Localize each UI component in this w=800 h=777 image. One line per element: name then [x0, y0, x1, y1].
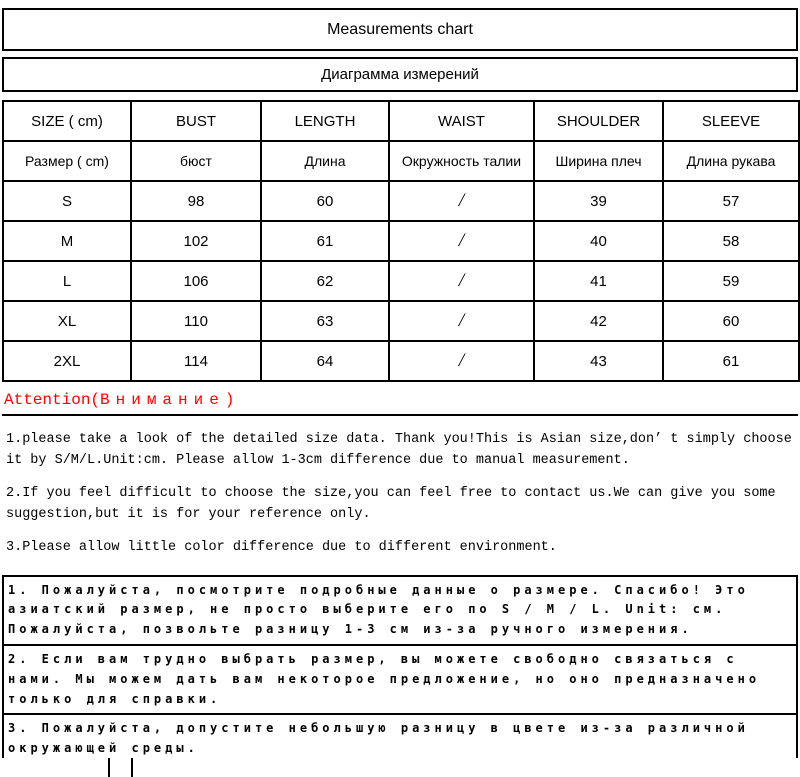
- cell-length: 64: [261, 341, 389, 381]
- cell-waist: /: [389, 341, 534, 381]
- header-size-en: SIZE ( cm): [3, 101, 131, 141]
- size-row-xl: [3, 301, 799, 341]
- page-title-en: Measurements chart: [327, 20, 473, 38]
- size-row-m: [3, 221, 799, 261]
- cell-length: 61: [261, 221, 389, 261]
- header-shoulder-ru: Ширина плеч: [534, 141, 663, 181]
- size-row-l: [3, 261, 799, 301]
- page-title-ru: Диаграмма измерений: [321, 66, 479, 83]
- cell-size: M: [3, 221, 131, 261]
- note-ru-1: 1. Пожалуйста, посмотрите подробные данные о размере. Спасибо! Это азиатский размер, не просто выберите его по S / M / L. Unit: см. Пожалуйста, позвольте разницу 1-3 см из-за ручного измерения.: [2, 575, 798, 646]
- next-table-partial: [0, 758, 800, 777]
- header-sleeve-en: SLEEVE: [663, 101, 799, 141]
- cell-bust: 98: [131, 181, 261, 221]
- cell-length: 63: [261, 301, 389, 341]
- cell-waist: /: [389, 261, 534, 301]
- header-row-en: [3, 101, 799, 141]
- partial-grid-line-1: [108, 758, 110, 777]
- header-size-ru: Размер ( cm): [3, 141, 131, 181]
- header-length-en: LENGTH: [261, 101, 389, 141]
- cell-sleeve: 61: [663, 341, 799, 381]
- partial-grid-line-2: [131, 758, 133, 777]
- header-sleeve-ru: Длина рукава: [663, 141, 799, 181]
- cell-size: S: [3, 181, 131, 221]
- cell-shoulder: 42: [534, 301, 663, 341]
- cell-shoulder: 41: [534, 261, 663, 301]
- cell-waist: /: [389, 221, 534, 261]
- header-length-ru: Длина: [261, 141, 389, 181]
- note-en-3: 3.Please allow little color difference due to different environment.: [6, 539, 557, 555]
- header-bust-en: BUST: [131, 101, 261, 141]
- header-waist-en: WAIST: [389, 101, 534, 141]
- note-ru-2: 2. Если вам трудно выбрать размер, вы можете свободно связаться с нами. Мы можем дать вам некоторое предложение, но оно предназначено только для справки.: [2, 646, 798, 715]
- cell-length: 62: [261, 261, 389, 301]
- header-row-ru: [3, 141, 799, 181]
- size-row-2xl: [3, 341, 799, 381]
- cell-size: L: [3, 261, 131, 301]
- cell-shoulder: 39: [534, 181, 663, 221]
- cell-sleeve: 58: [663, 221, 799, 261]
- header-waist-ru: Окружность талии: [389, 141, 534, 181]
- cell-waist: /: [389, 181, 534, 221]
- attention-heading: [4, 391, 798, 409]
- cell-waist: /: [389, 301, 534, 341]
- cell-length: 60: [261, 181, 389, 221]
- cell-size: XL: [3, 301, 131, 341]
- cell-shoulder: 40: [534, 221, 663, 261]
- attention-suffix: ): [224, 391, 235, 409]
- size-table: [2, 100, 800, 382]
- title-box-ru: [2, 57, 798, 92]
- header-shoulder-en: SHOULDER: [534, 101, 663, 141]
- note-en-1: 1.please take a look of the detailed size data. Thank you!This is Asian size,don’ t simply choose it by S/M/L.Unit:cm. Please allow 1-3cm difference due to manual measurement.: [6, 432, 792, 468]
- cell-sleeve: 59: [663, 261, 799, 301]
- note-ru-3: 3. Пожалуйста, допустите небольшую разницу в цвете из-за различной окружающей среды.: [2, 715, 798, 765]
- note-en-2: 2.If you feel difficult to choose the size,you can feel free to contact us.We can give you some suggestion,but it is for your reference only.: [6, 485, 776, 522]
- cell-bust: 114: [131, 341, 261, 381]
- size-row-s: [3, 181, 799, 221]
- cell-sleeve: 57: [663, 181, 799, 221]
- cell-shoulder: 43: [534, 341, 663, 381]
- cell-size: 2XL: [3, 341, 131, 381]
- title-box-en: [2, 8, 798, 51]
- cell-bust: 102: [131, 221, 261, 261]
- cell-sleeve: 60: [663, 301, 799, 341]
- notes-russian: [2, 575, 798, 765]
- cell-bust: 106: [131, 261, 261, 301]
- header-bust-ru: бюст: [131, 141, 261, 181]
- attention-prefix: Attention(: [4, 391, 101, 409]
- cell-bust: 110: [131, 301, 261, 341]
- attention-word-ru: Внимание: [100, 391, 225, 409]
- notes-english: [2, 416, 798, 575]
